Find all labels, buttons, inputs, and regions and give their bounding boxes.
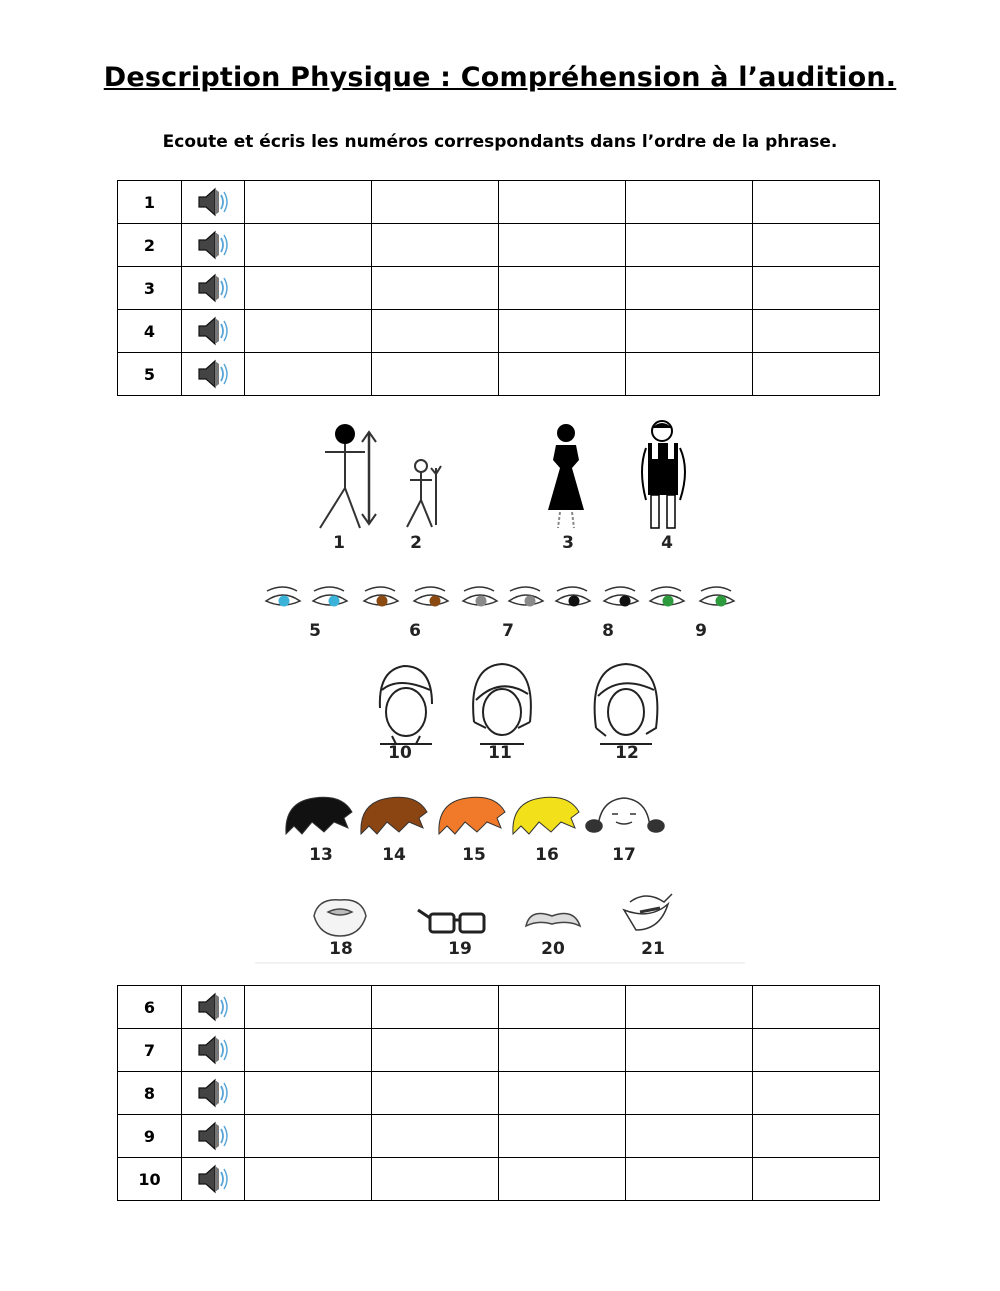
short-hair-face	[380, 666, 432, 744]
stocky-man-figure	[642, 421, 685, 528]
row-number: 3	[118, 267, 182, 310]
label-19: 19	[448, 939, 472, 959]
slim-woman-figure	[548, 424, 584, 528]
label-13: 13	[309, 845, 333, 865]
label-8: 8	[602, 621, 614, 641]
row-number: 1	[118, 181, 182, 224]
label-9: 9	[695, 621, 707, 641]
label-16: 16	[535, 845, 559, 865]
hair-brown-icon	[361, 797, 427, 834]
eye-grey-icon	[463, 587, 497, 607]
short-person-figure	[407, 460, 441, 527]
label-6: 6	[409, 621, 421, 641]
page-title: Description Physique : Compréhension à l’audition.	[103, 62, 897, 93]
eye-black-icon	[604, 587, 638, 607]
hat-picture	[624, 894, 672, 930]
eye-green-icon	[700, 587, 734, 607]
label-18: 18	[329, 939, 353, 959]
label-1: 1	[333, 533, 345, 553]
row-number: 6	[118, 986, 182, 1029]
mid-length-hair-face	[473, 664, 531, 744]
row-number: 10	[118, 1158, 182, 1201]
long-hair-face	[595, 664, 658, 744]
label-7: 7	[502, 621, 514, 641]
row-number: 8	[118, 1072, 182, 1115]
eye-grey-icon	[509, 587, 543, 607]
tall-person-figure	[320, 424, 376, 528]
label-21: 21	[641, 939, 665, 959]
eye-blue-icon	[266, 587, 300, 607]
eye-black-icon	[556, 587, 590, 607]
row-number: 4	[118, 310, 182, 353]
row-number: 7	[118, 1029, 182, 1072]
row-number: 9	[118, 1115, 182, 1158]
hair-color-pictures	[286, 797, 579, 834]
label-11: 11	[488, 743, 512, 763]
label-14: 14	[382, 845, 406, 865]
eye-brown-icon	[414, 587, 448, 607]
label-3: 3	[562, 533, 574, 553]
label-5: 5	[309, 621, 321, 641]
row-number: 2	[118, 224, 182, 267]
label-4: 4	[661, 533, 673, 553]
label-2: 2	[410, 533, 422, 553]
eye-brown-icon	[364, 587, 398, 607]
hair-black-icon	[286, 797, 352, 834]
instruction-text: Ecoute et écris les numéros correspondants dans l’ordre de la phrase.	[162, 132, 838, 152]
hair-blonde-icon	[513, 797, 579, 834]
row-number: 5	[118, 353, 182, 396]
eye-color-pictures	[266, 587, 734, 607]
eye-blue-icon	[313, 587, 347, 607]
label-20: 20	[541, 939, 565, 959]
label-17: 17	[612, 845, 636, 865]
beard-picture	[314, 900, 366, 936]
glasses-picture	[418, 910, 484, 932]
label-15: 15	[462, 845, 486, 865]
eye-green-icon	[650, 587, 684, 607]
bald-head-picture	[586, 798, 664, 832]
label-10: 10	[388, 743, 412, 763]
label-12: 12	[615, 743, 639, 763]
mustache-picture	[526, 914, 580, 926]
hair-red-icon	[439, 797, 505, 834]
